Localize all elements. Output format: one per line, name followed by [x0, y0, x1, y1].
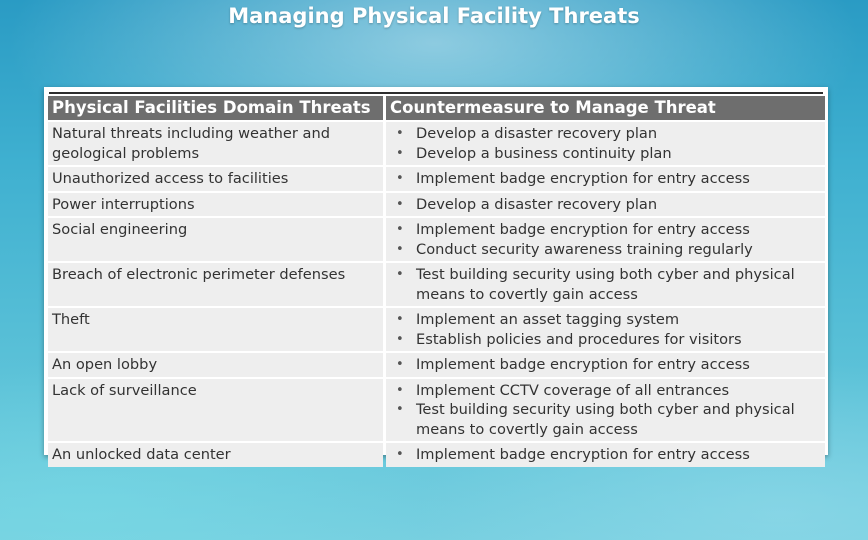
- table-row: [48, 218, 825, 261]
- countermeasure-item: • Test building security using both cyber and physical means to covertly gain access: [390, 400, 821, 439]
- threats-table: [44, 87, 828, 463]
- table-header-row: [48, 96, 825, 120]
- threat-cell: Lack of surveillance: [48, 379, 383, 442]
- table-row: [48, 122, 825, 165]
- countermeasure-item: • Implement badge encryption for entry access: [390, 169, 821, 189]
- table-grid: [48, 96, 825, 469]
- countermeasure-cell: [386, 353, 825, 377]
- table-row: [48, 193, 825, 217]
- table-row: [48, 353, 825, 377]
- countermeasure-cell: [386, 308, 825, 351]
- countermeasure-cell: [386, 122, 825, 165]
- threat-cell: An unlocked data center: [48, 443, 383, 467]
- countermeasure-item: • Develop a disaster recovery plan: [390, 195, 821, 215]
- header-threat: Physical Facilities Domain Threats: [48, 96, 383, 120]
- countermeasure-item: • Implement an asset tagging system: [390, 310, 821, 330]
- table-row: [48, 443, 825, 467]
- threat-cell: Power interruptions: [48, 193, 383, 217]
- table-row: [48, 167, 825, 191]
- table-row: [48, 263, 825, 306]
- threat-cell: Social engineering: [48, 218, 383, 261]
- threat-cell: Theft: [48, 308, 383, 351]
- countermeasure-cell: [386, 218, 825, 261]
- countermeasure-item: • Implement badge encryption for entry access: [390, 220, 821, 240]
- countermeasure-item: • Implement badge encryption for entry access: [390, 355, 821, 375]
- countermeasure-cell: [386, 193, 825, 217]
- countermeasure-item: • Implement CCTV coverage of all entrances: [390, 381, 821, 401]
- countermeasure-item: • Develop a disaster recovery plan: [390, 124, 821, 144]
- threat-cell: An open lobby: [48, 353, 383, 377]
- table-row: [48, 308, 825, 351]
- countermeasure-item: • Conduct security awareness training regularly: [390, 240, 821, 260]
- table-row: [48, 379, 825, 442]
- countermeasure-item: • Develop a business continuity plan: [390, 144, 821, 164]
- table-top-rule: [49, 92, 823, 94]
- threat-cell: Unauthorized access to facilities: [48, 167, 383, 191]
- countermeasure-cell: [386, 443, 825, 467]
- countermeasure-item: • Implement badge encryption for entry access: [390, 445, 821, 465]
- header-countermeasure: Countermeasure to Manage Threat: [386, 96, 825, 120]
- threat-cell: Natural threats including weather and geological problems: [48, 122, 383, 165]
- slide-title: Managing Physical Facility Threats: [228, 4, 640, 28]
- countermeasure-item: • Establish policies and procedures for visitors: [390, 330, 821, 350]
- threat-cell: Breach of electronic perimeter defenses: [48, 263, 383, 306]
- countermeasure-cell: [386, 263, 825, 306]
- countermeasure-item: • Test building security using both cyber and physical means to covertly gain access: [390, 265, 821, 304]
- countermeasure-cell: [386, 167, 825, 191]
- countermeasure-cell: [386, 379, 825, 442]
